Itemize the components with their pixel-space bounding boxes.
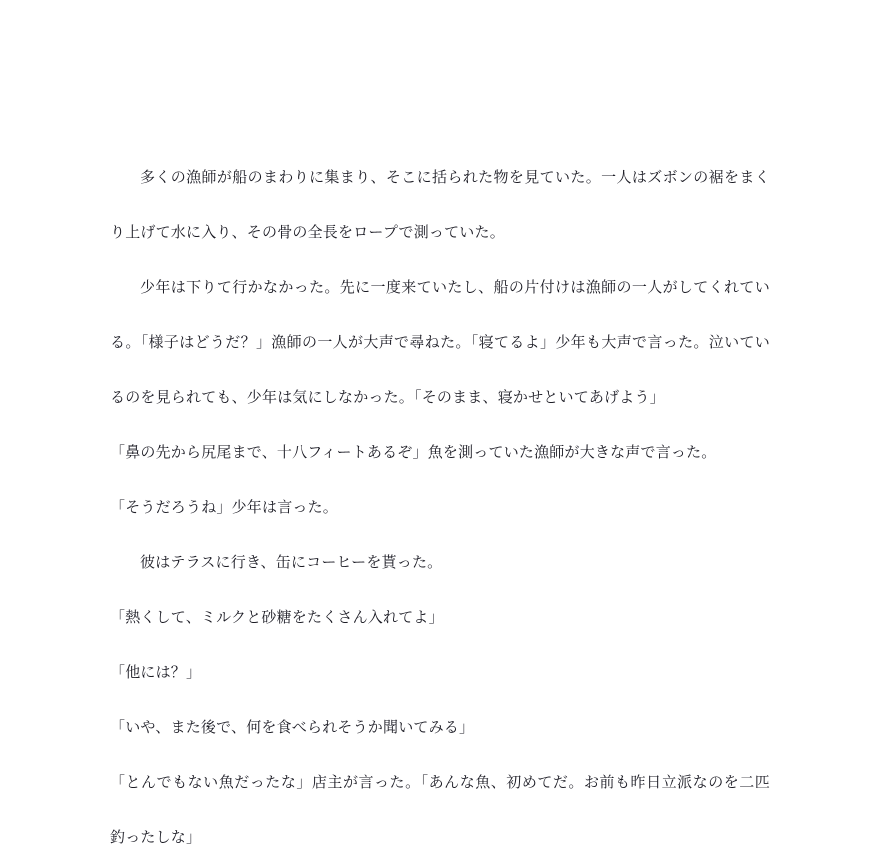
paragraph: 「そうだろうね」少年は言った。 [110,498,339,516]
paragraph: 「いや、また後で、何を食べられそうか聞いてみる」 [110,718,475,736]
paragraph: 「鼻の先から尻尾まで、十八フィートあるぞ」魚を測っていた漁師が大きな声で言った。 [110,443,717,461]
paragraph: 多くの漁師が船のまわりに集まり、そこに括られた物を見ていた。一人はズボンの裾をまくり上げて水に入り、その骨の全長をロープで測っていた。 [110,168,770,241]
paragraph: 「他には？」 [110,663,202,681]
paragraph: 「熱くして、ミルクと砂糖をたくさん入れてよ」 [110,608,444,626]
document-text-body [110,150,770,865]
paragraph: 彼はテラスに行き、缶にコーヒーを貰った。 [140,553,443,571]
paragraph: 「とんでもない魚だったな」店主が言った。「あんな魚、初めてだ。お前も昨日立派なのを二匹釣ったしな」 [110,773,770,846]
paragraph: 少年は下りて行かなかった。先に一度来ていたし、船の片付けは漁師の一人がしてくれている。「様子はどうだ？」漁師の一人が大声で尋ねた。「寝てるよ」少年も大声で言った。泣いているのを見られても、少年は気にしなかった。「そのまま、寝かせといてあげよう」 [110,278,770,406]
